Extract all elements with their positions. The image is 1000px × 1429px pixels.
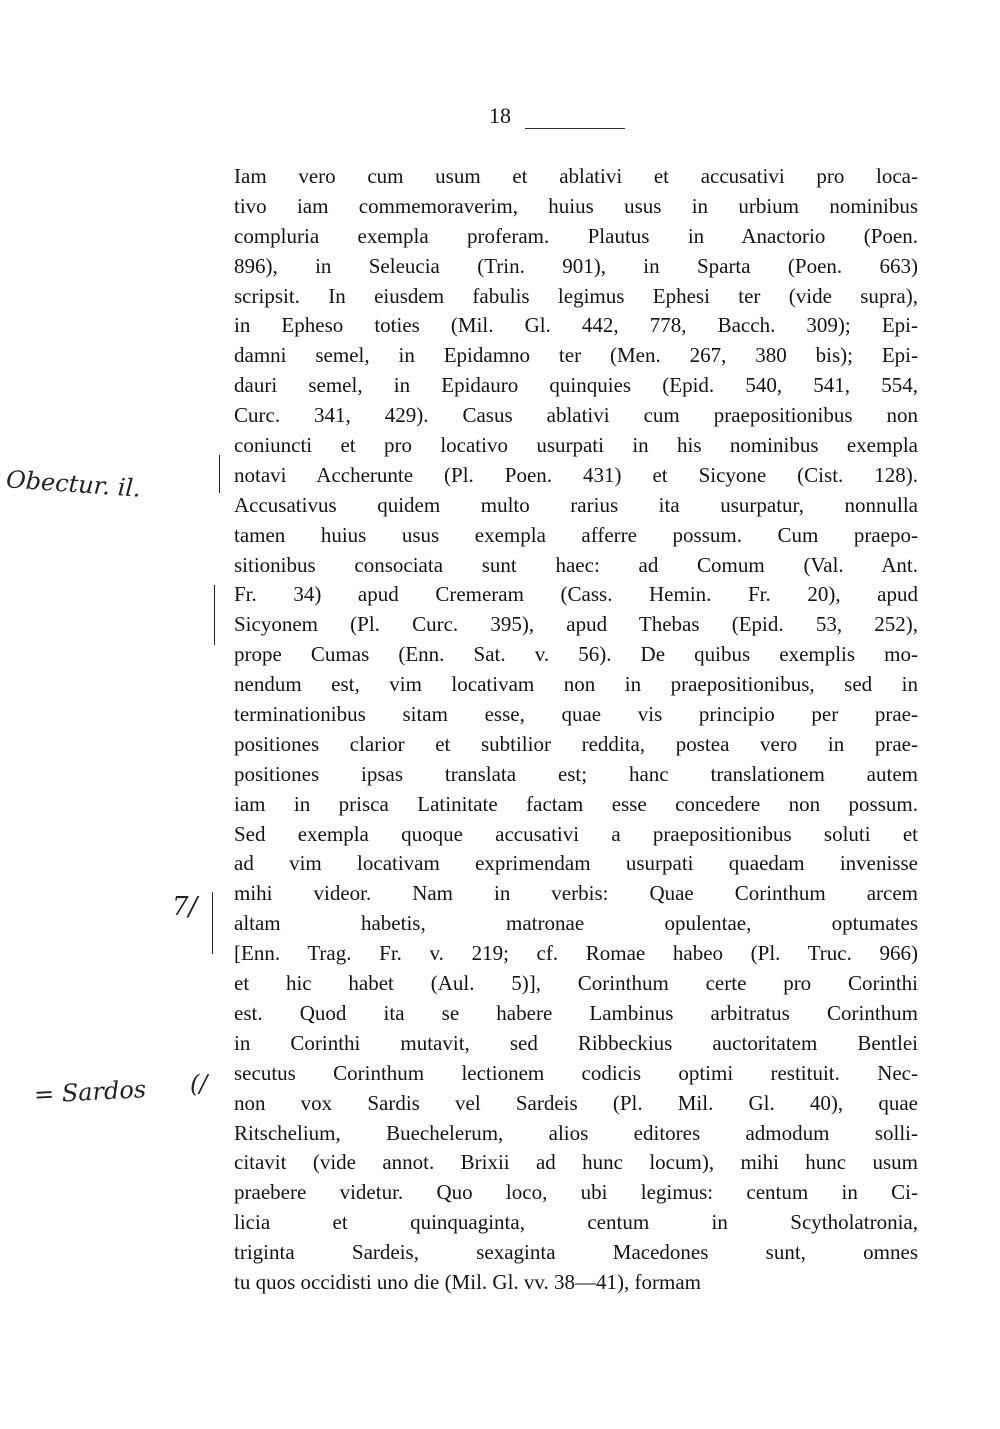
text-line: tu quos occidisti uno die (Mil. Gl. vv. 38—41), formam (234, 1269, 702, 1294)
text-line: in Epheso toties (Mil. Gl. 442, 778, Bacch. 309); Epi- (234, 313, 918, 338)
text-line: terminationibus sitam esse, quae vis principio per prae- (234, 702, 918, 727)
text-line: positiones ipsas translata est; hanc translationem autem (234, 761, 918, 786)
text-line: 896), in Seleucia (Trin. 901), in Sparta (Poen. 663) (234, 253, 918, 278)
text-line: damni semel, in Epidamno ter (Men. 267, 380 bis); Epi- (234, 343, 918, 368)
text-line: Ritschelium, Buechelerum, alios editores admodum solli- (234, 1120, 918, 1145)
text-line: licia et quinquaginta, centum in Scytholatronia, (234, 1210, 918, 1235)
text-line: non vox Sardis vel Sardeis (Pl. Mil. Gl. 40), quae (234, 1090, 918, 1115)
text-line: Fr. 34) apud Cremeram (Cass. Hemin. Fr. 20), apud (234, 582, 918, 607)
text-line: citavit (vide annot. Brixii ad hunc locum), mihi hunc usum (234, 1150, 918, 1175)
margin-note: Obectur. il. (5, 465, 142, 503)
margin-note: = Sardos (33, 1075, 147, 1109)
text-line: Accusativus quidem multo rarius ita usurpatur, nonnulla (234, 492, 918, 517)
text-line: Iam vero cum usum et ablativi et accusativi pro loca- (234, 164, 918, 188)
text-line: positiones clarior et subtilior reddita, postea vero in prae- (234, 731, 918, 756)
text-line: ad vim locativam exprimendam usurpati quaedam invenisse (234, 851, 918, 876)
text-line: et hic habet (Aul. 5)], Corinthum certe pro Corinthi (234, 971, 918, 996)
text-line: tamen huius usus exempla afferre possum. Cum praepo- (234, 522, 918, 547)
text-line: praebere videtur. Quo loco, ubi legimus: centum in Ci- (234, 1180, 918, 1205)
text-line: notavi Accherunte (Pl. Poen. 431) et Sicyone (Cist. 128). (234, 462, 918, 487)
margin-mark (214, 585, 215, 645)
text-line: prope Cumas (Enn. Sat. v. 56). De quibus exemplis mo- (234, 642, 918, 667)
text-line: in Corinthi mutavit, sed Ribbeckius auctoritatem Bentlei (234, 1030, 918, 1055)
text-line: iam in prisca Latinitate factam esse concedere non possum. (234, 791, 918, 816)
text-line: secutus Corinthum lectionem codicis optimi restituit. Nec- (234, 1060, 918, 1085)
text-line: est. Quod ita se habere Lambinus arbitratus Corinthum (234, 1000, 918, 1025)
text-line: triginta Sardeis, sexaginta Macedones sunt, omnes (234, 1240, 918, 1265)
page-number-rule (525, 128, 625, 129)
text-line: mihi videor. Nam in verbis: Quae Corinthum arcem (234, 881, 918, 906)
text-line: sitionibus consociata sunt haec: ad Comum (Val. Ant. (234, 552, 918, 577)
page-number: 18 (489, 103, 511, 128)
margin-mark: (/ (190, 1070, 208, 1098)
text-line: nendum est, vim locativam non in praepositionibus, sed in (234, 672, 918, 697)
text-line: Sed exempla quoque accusativi a praepositionibus soluti et (234, 821, 918, 846)
text-line: coniuncti et pro locativo usurpati in his nominibus exempla (234, 433, 918, 458)
text-line: Sicyonem (Pl. Curc. 395), apud Thebas (Epid. 53, 252), (234, 612, 918, 637)
text-line: altam habetis, matronae opulentae, optumates (234, 911, 918, 936)
text-line: scripsit. In eiusdem fabulis legimus Ephesi ter (vide supra), (234, 283, 918, 308)
text-line: [Enn. Trag. Fr. v. 219; cf. Romae habeo (Pl. Truc. 966) (234, 941, 918, 966)
text-line: dauri semel, in Epidauro quinquies (Epid. 540, 541, 554, (234, 373, 918, 398)
text-line: Curc. 341, 429). Casus ablativi cum praepositionibus non (234, 403, 918, 428)
body-text (234, 162, 918, 1298)
margin-mark (219, 455, 220, 493)
text-line: tivo iam commemoraverim, huius usus in urbium nominibus (234, 193, 918, 218)
text-line: compluria exempla proferam. Plautus in Anactorio (Poen. (234, 223, 918, 248)
margin-mark (212, 892, 213, 954)
margin-note: 7/ (172, 892, 198, 922)
